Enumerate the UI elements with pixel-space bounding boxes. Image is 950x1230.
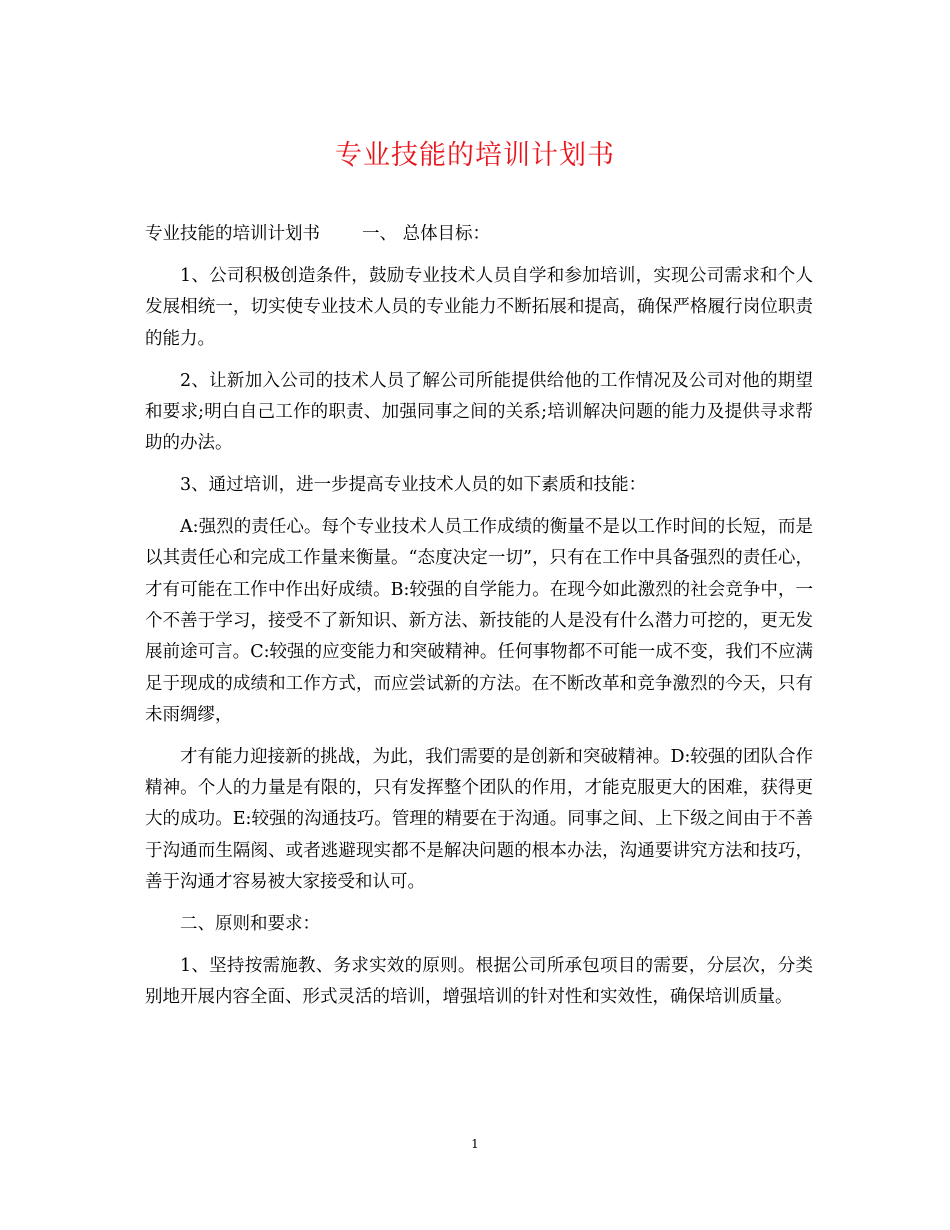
intro-line bbox=[145, 219, 813, 250]
paragraph-goal-2: 2、让新加入公司的技术人员了解公司所能提供给他的工作情况及公司对他的期望和要求;明白自己工作的职责、加强同事之间的关系;培训解决问题的能力及提供寻求帮助的办法。 bbox=[145, 370, 813, 454]
paragraph-qualities-continued: 才有能力迎接新的挑战，为此，我们需要的是创新和突破精神。D:较强的团队合作精神。个人的力量是有限的，只有发挥整个团队的作用，才能克服更大的困难，获得更大的成功。E:较强的沟通技巧。管理的精要在于沟通。同事之间、上下级之间由于不善于沟通而生隔阂、或者逃避现实都不是解决问题的根本办法，沟通要讲究方法和技巧，善于沟通才容易被大家接受和认可。 bbox=[145, 746, 813, 893]
paragraph-principle-1: 1、坚持按需施教、务求实效的原则。根据公司所承包项目的需要，分层次，分类别地开展内容全面、形式灵活的培训，增强培训的针对性和实效性，确保培训质量。 bbox=[145, 956, 813, 1008]
paragraph-qualities: A:强烈的责任心。每个专业技术人员工作成绩的衡量不是以工作时间的长短，而是以其责任心和完成工作量来衡量。“态度决定一切”，只有在工作中具备强烈的责任心，才有可能在工作中作出好成绩。B:较强的自学能力。在现今如此激烈的社会竞争中，一个不善于学习，接受不了新知识、新方法、新技能的人是没有什么潜力可挖的，更无发展前途可言。C:较强的应变能力和突破精神。任何事物都不可能一成不变，我们不应满足于现成的成绩和工作方式，而应尝试新的方法。在不断改革和竞争激烈的今天，只有未雨绸缪， bbox=[145, 517, 813, 725]
paragraph-goal-3: 3、通过培训，进一步提高专业技术人员的如下素质和技能： bbox=[180, 475, 647, 496]
section-heading-goals: 一、 总体目标： bbox=[362, 224, 491, 244]
section-heading-principles: 二、原则和要求： bbox=[180, 914, 320, 935]
paragraph-goal-1: 1、公司积极创造条件，鼓励专业技术人员自学和参加培训，实现公司需求和个人发展相统一，切实使专业技术人员的专业能力不断拓展和提高，确保严格履行岗位职责的能力。 bbox=[145, 265, 813, 349]
intro-title: 专业技能的培训计划书 bbox=[145, 224, 320, 244]
document-body bbox=[145, 219, 813, 1024]
page-number: 1 bbox=[471, 1137, 479, 1151]
document-title: 专业技能的培训计划书 bbox=[335, 140, 615, 171]
